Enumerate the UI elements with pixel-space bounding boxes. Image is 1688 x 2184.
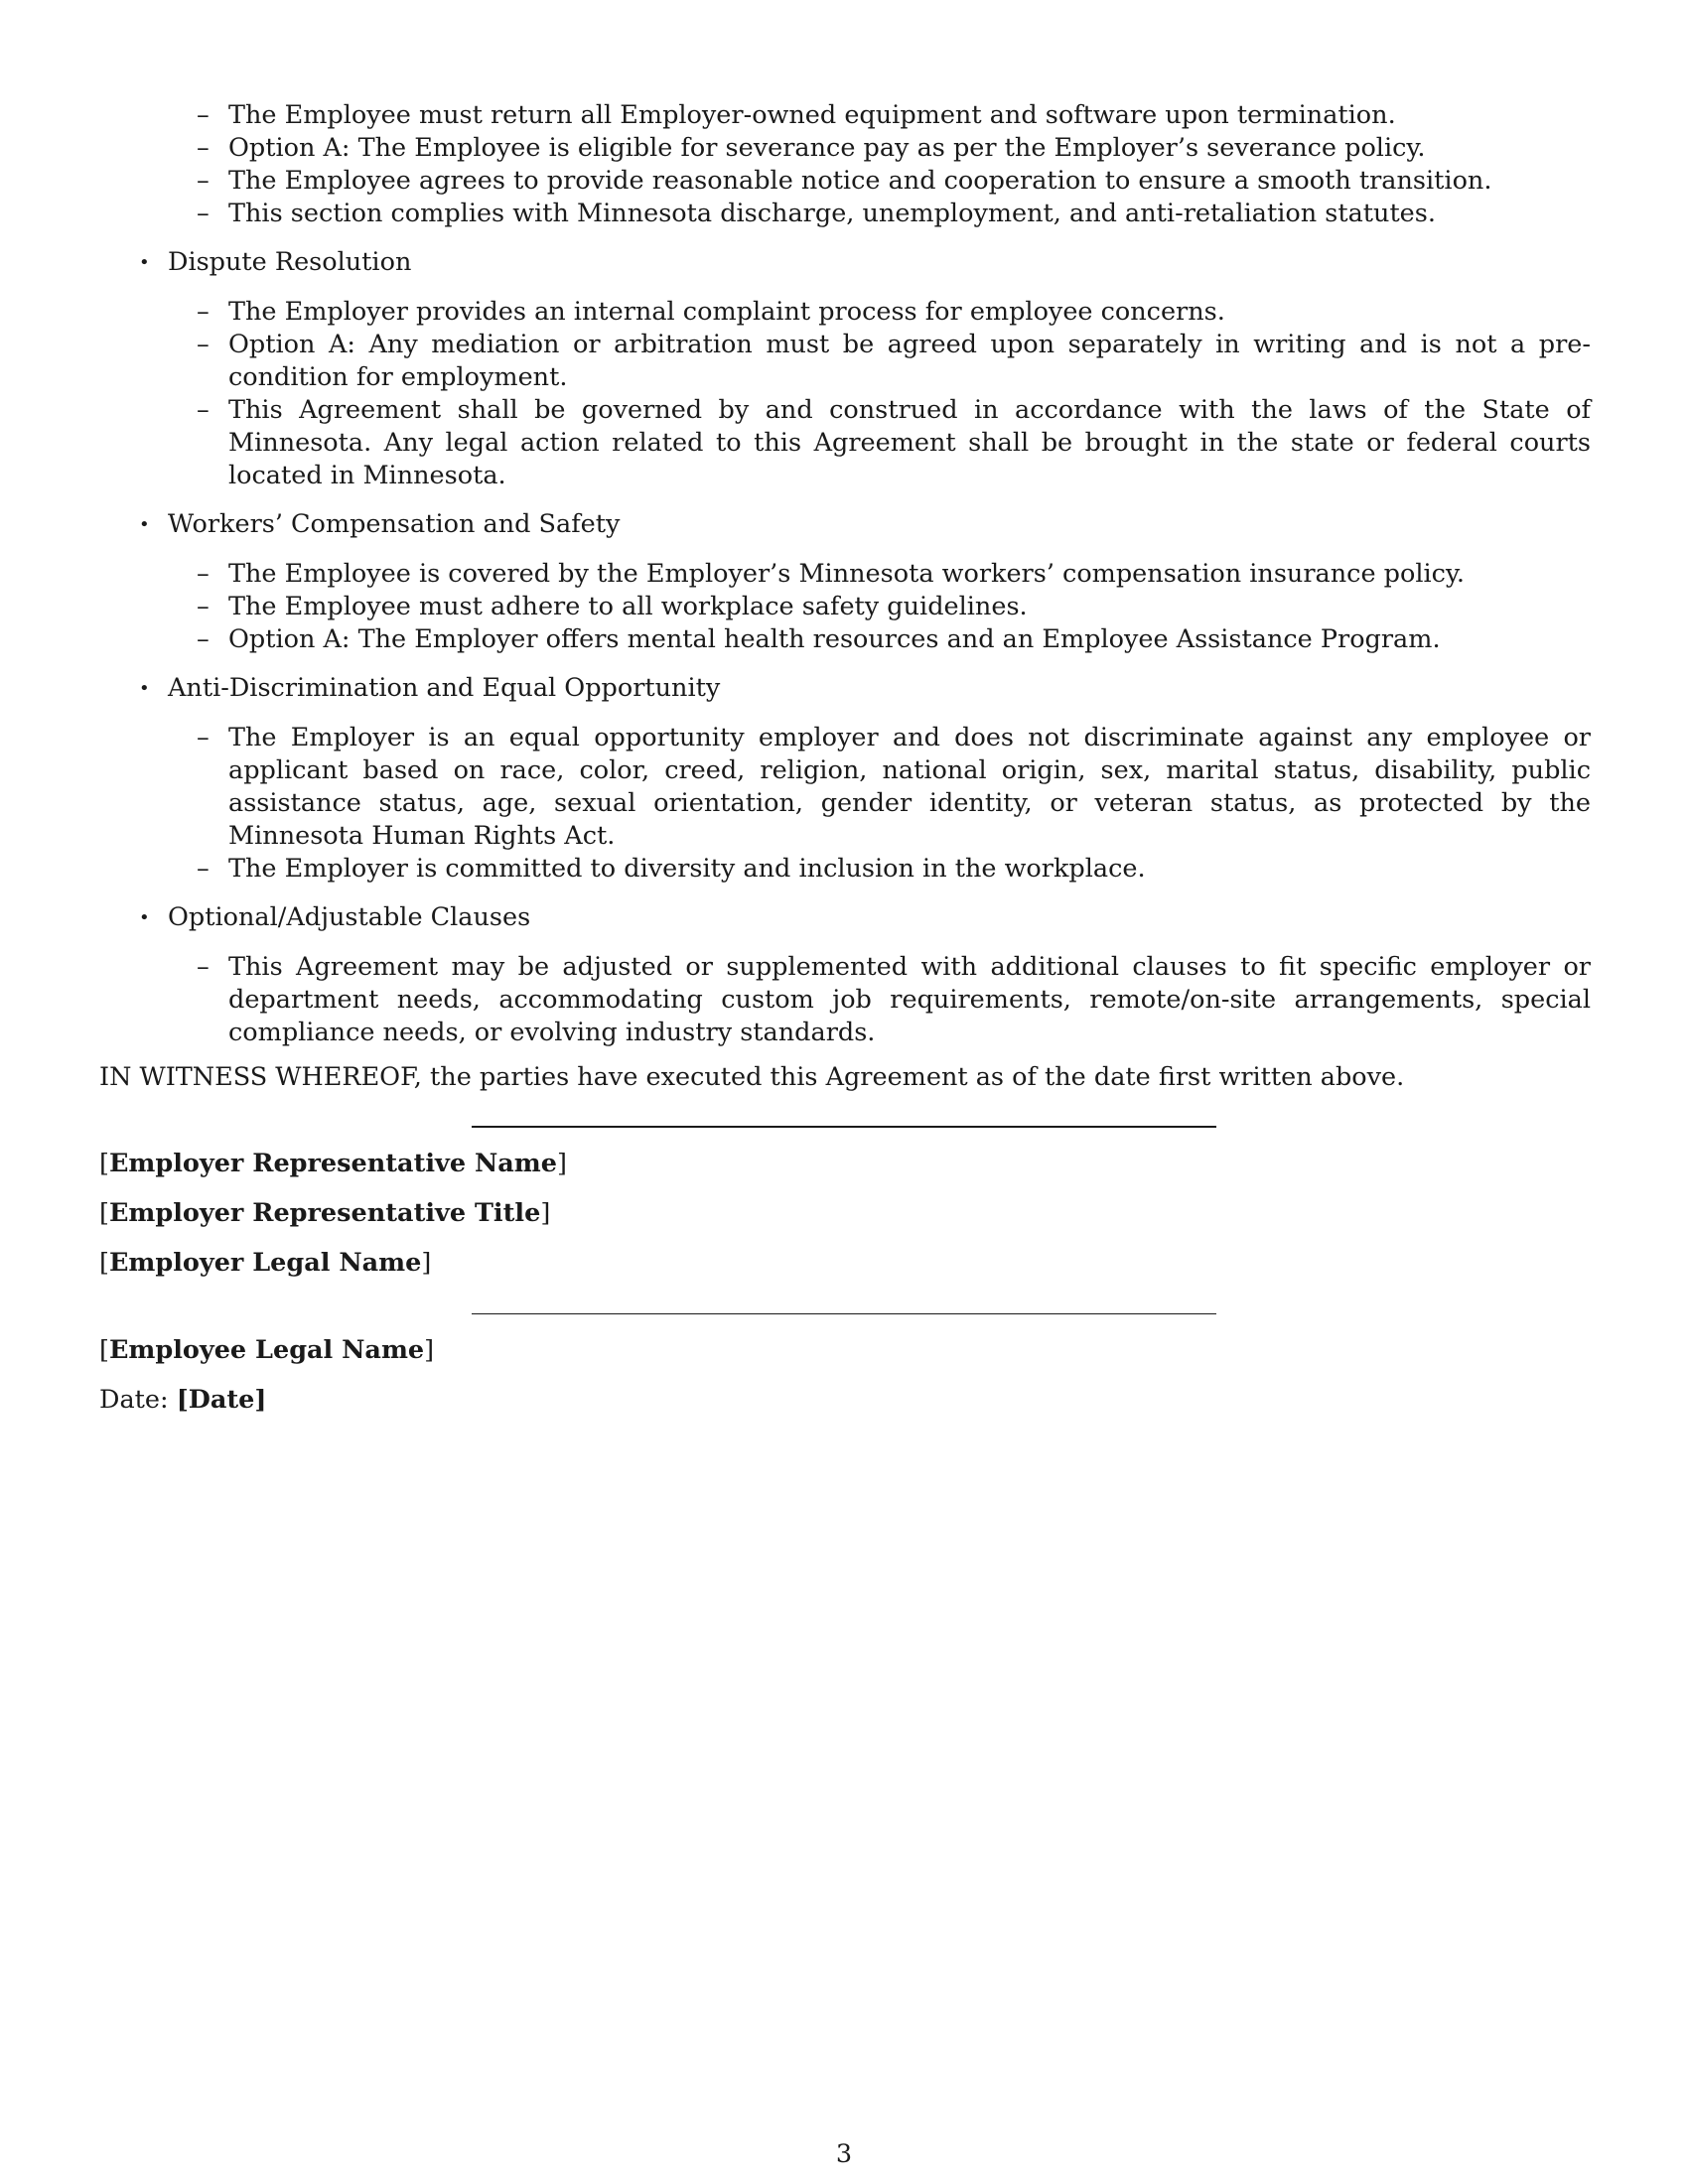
page-number: 3 [835,2139,853,2169]
dash-marker: – [197,559,210,589]
date-value: Date [188,1385,255,1415]
section-title: Anti-Discrimination and Equal Opportunity [168,673,721,703]
anti-discrimination-items [99,722,1591,886]
section-workers-compensation [99,508,1591,541]
list-item: – Option A: The Employer offers mental health resources and an Employee Assistance Program. [197,624,1441,654]
dash-marker: – [197,592,210,621]
list-item: – The Employer is committed to diversity and inclusion in the workplace. [197,854,1146,884]
optional-clauses-items [99,951,1591,1049]
list-item: – The Employer provides an internal complaint process for employee concerns. [197,297,1225,327]
section-anti-discrimination [99,672,1591,705]
employer-legal-name: [Employer Legal Name] [99,1248,432,1278]
list-item: – The Employee agrees to provide reasonable notice and cooperation to ensure a smooth transition. [197,166,1492,196]
section-optional-clauses [99,901,1591,934]
employer-signature-line [472,1126,1216,1128]
dash-marker: – [197,624,210,654]
dash-marker: – [197,100,210,130]
dash-marker: – [197,133,210,163]
list-item: – The Employer is an equal opportunity employer and does not discriminate against any employee or applicant based on race, color, creed, religion, national origin, sex, marital status, disability, public assistance status, age, sexual orientation, gender identity, or veteran status, as protected by the Minnesota Human Rights Act. [197,723,1591,851]
list-item: – The Employee must adhere to all workplace safety guidelines. [197,592,1028,621]
list-item: – This Agreement may be adjusted or supplemented with additional clauses to fit specific employer or department needs, accommodating custom job requirements, remote/on-site arrangements, special compliance needs, or evolving industry standards. [197,952,1591,1047]
dash-marker: – [197,199,210,228]
list-item: – The Employee must return all Employer-owned equipment and software upon termination. [197,100,1396,130]
list-item: – Option A: Any mediation or arbitration must be agreed upon separately in writing and is not a pre-condition for employment. [197,330,1591,392]
dash-marker: – [197,723,210,752]
list-item: – This Agreement shall be governed by and construed in accordance with the laws of the State of Minnesota. Any legal action related to this Agreement shall be brought in the state or federal courts located in Minnesota. [197,395,1591,490]
dispute-resolution-items [99,296,1591,492]
section-title: Workers’ Compensation and Safety [168,509,621,539]
dash-marker: – [197,166,210,196]
bullet-marker: • [139,252,150,273]
employee-legal-name: [Employee Legal Name] [99,1335,435,1365]
section-dispute-resolution [99,246,1591,279]
bullet-marker: • [139,678,150,699]
date-label: Date: [99,1385,169,1415]
section-title: Dispute Resolution [168,247,412,277]
bullet-marker: • [139,907,150,928]
employer-representative-title: [Employer Representative Title] [99,1198,551,1228]
termination-items [99,99,1591,230]
employee-signature-line [472,1313,1216,1314]
signature-date: Date: [Date] [99,1385,267,1415]
employer-representative-name: [Employer Representative Name] [99,1149,567,1178]
dash-marker: – [197,854,210,884]
witness-statement: IN WITNESS WHEREOF, the parties have executed this Agreement as of the date first written above. [99,1062,1405,1092]
dash-marker: – [197,952,210,982]
dash-marker: – [197,395,210,425]
list-item: – The Employee is covered by the Employer’s Minnesota workers’ compensation insurance policy. [197,559,1466,589]
dash-marker: – [197,330,210,359]
list-item: – This section complies with Minnesota discharge, unemployment, and anti-retaliation statutes. [197,199,1436,228]
bullet-marker: • [139,514,150,535]
workers-compensation-items [99,558,1591,656]
dash-marker: – [197,297,210,327]
section-title: Optional/Adjustable Clauses [168,902,531,932]
list-item: – Option A: The Employee is eligible for severance pay as per the Employer’s severance policy. [197,133,1426,163]
document-page [99,99,1591,1417]
